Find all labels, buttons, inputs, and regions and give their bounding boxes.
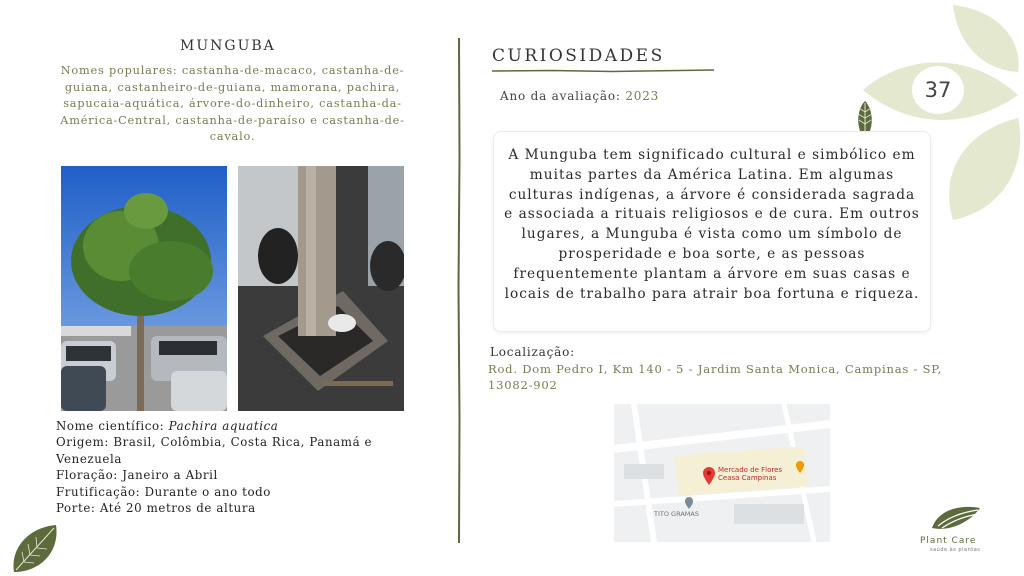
origin: Origem: Brasil, Colômbia, Costa Rica, Panamá e Venezuela [56,435,373,466]
flowering: Floração: Janeiro a Abril [56,468,218,483]
year-label: Ano da avaliação: [500,89,626,103]
title-underline [492,68,714,74]
tree-photo [61,166,227,411]
page-number: 37 [912,66,964,114]
size: Porte: Até 20 metros de altura [56,501,256,516]
map-place-line1: Mercado de Flores [718,466,783,474]
scientific-label: Nome científico: [56,419,169,433]
plant-care-logo [930,502,982,532]
brand-tagline: saúde às plantas [930,547,981,553]
year-value: 2023 [625,89,660,103]
map-place-label [718,466,782,482]
scientific-name-line [56,418,416,434]
leaf-bottom-left-icon [10,522,60,576]
map-secondary-label: TITO GRAMAS [654,510,699,518]
location-map[interactable] [614,404,830,542]
plant-info [56,418,416,516]
trunk-photo [238,166,404,411]
map-pin-icon[interactable] [702,466,716,486]
food-pin-icon [795,460,805,474]
secondary-pin-icon [684,496,694,510]
curiosity-card [493,131,931,332]
brand-name: Plant Care [920,536,977,546]
section-title: CURIOSIDADES [492,46,665,66]
curiosity-text: A Munguba tem significado cultural e simbólico em muitas partes da América Latina. Em algumas culturas indígenas, a árvore é considerada sagrada e associada a rituais religiosos e de cura. Em outros lugares, a Munguba é vista como um símbolo de prosperidade e boa sorte, e as pessoas frequentemente plantam a árvore em suas casas e locais de trabalho para atrair boa fortuna e riqueza. [504,147,920,302]
location-address: Rod. Dom Pedro I, Km 140 - 5 - Jardim Santa Monica, Campinas - SP, 13082-902 [488,362,943,392]
vertical-divider [457,38,461,543]
plant-title: MUNGUBA [180,38,276,54]
map-place-line2: Ceasa Campinas [718,474,777,482]
popular-names: Nomes populares: castanha-de-macaco, castanha-de-guiana, castanheiro-de-guiana, mamorana, pachira, sapucaia-aquática, árvore-do-dinheiro, castanha-da-América-Central, castanha-de-paraíso e castanha-de-cavalo. [60,64,405,143]
fruiting: Frutificação: Durante o ano todo [56,484,272,499]
scientific-name: Pachira aquatica [168,419,279,433]
location-label: Localização: [490,345,575,359]
evaluation-year [500,89,659,103]
